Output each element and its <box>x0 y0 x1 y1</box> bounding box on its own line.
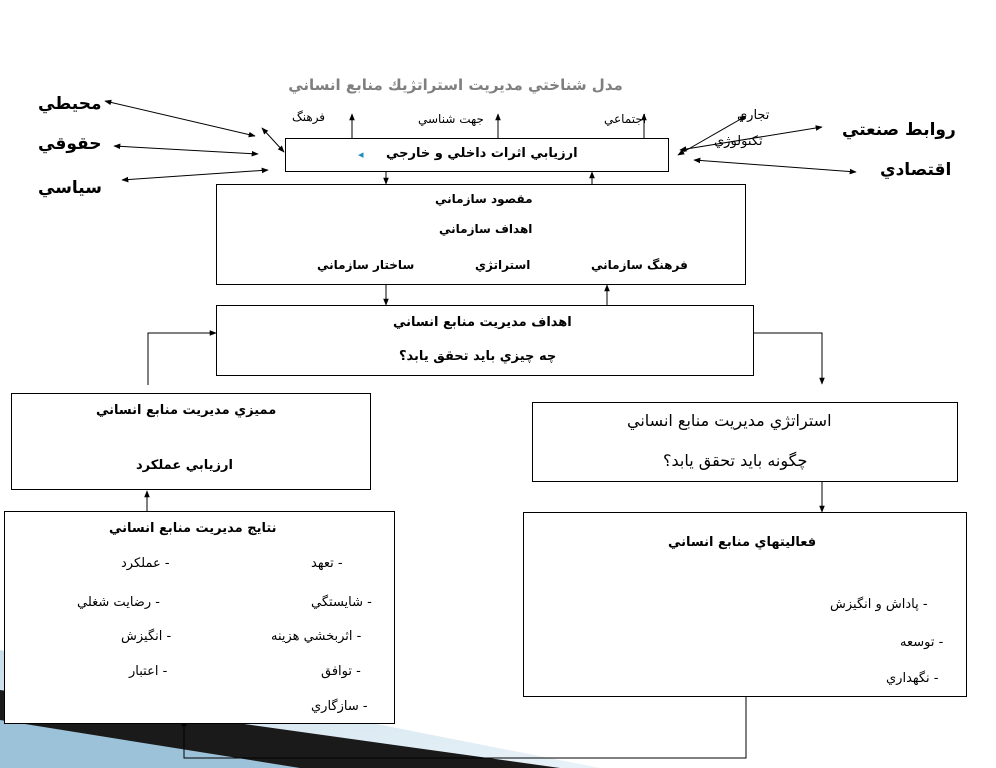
activity-retention: - نگهداري <box>886 671 939 686</box>
arrow-economic <box>694 160 856 172</box>
hr-activities-box <box>523 512 967 697</box>
hr-goals-title: اهداف مديريت منابع انساني <box>393 315 572 330</box>
hr-strategy-title: استراتژي مديريت منابع انساني <box>627 411 832 430</box>
outcome-commitment: - تعهد <box>311 556 343 571</box>
hr-strategy-box <box>532 402 958 482</box>
org-purpose: مقصود سازماني <box>435 192 533 206</box>
arrow-goals-to-strategy <box>754 333 822 384</box>
arrow-political <box>122 170 268 180</box>
factor-trade: تجاري <box>737 108 770 123</box>
factor-economic: اقتصادي <box>880 160 952 180</box>
org-structure: ساختار سازماني <box>317 258 415 272</box>
outcome-congruence: - توافق <box>321 664 361 679</box>
factor-technology: تكنولوژي <box>714 134 763 149</box>
org-strategy: استراتژي <box>475 258 531 272</box>
outcome-competence: - شايستگي <box>311 595 372 610</box>
hr-audit-subtitle: ارزيابي عملكرد <box>136 458 233 473</box>
factor-environmental: محيطي <box>38 94 102 114</box>
hr-outcomes-box <box>4 511 395 724</box>
diagram-title: مدل شناختي مديريت استراتژيك منابع انساني <box>288 76 623 94</box>
hr-goals-box <box>216 305 754 376</box>
outcome-performance: - عملكرد <box>121 556 170 571</box>
activity-development: - توسعه <box>900 635 944 650</box>
arrow-legal <box>114 146 258 154</box>
factor-social: اجتماعي <box>604 112 647 126</box>
factor-orientation: جهت شناسي <box>418 112 484 126</box>
hr-outcomes-title: نتايج مديريت منابع انساني <box>109 521 277 536</box>
assessment-box <box>285 138 669 172</box>
hr-audit-title: مميزي مديريت منابع انساني <box>96 403 277 418</box>
factor-culture: فرهنگ <box>292 110 326 124</box>
arrow-audit-to-goals <box>148 333 216 385</box>
activity-reward: - پاداش و انگيزش <box>830 597 928 612</box>
outcome-motivation: - انگيزش <box>121 629 172 644</box>
outcome-adaptability: - سازگاري <box>311 699 368 714</box>
outcome-credibility: - اعتبار <box>129 664 168 679</box>
arrow-environmental <box>105 101 255 136</box>
outcome-cost-effectiveness: - اثربخشي هزينه <box>271 629 362 644</box>
organization-box <box>216 184 746 285</box>
marker-icon: ◂ <box>358 148 364 161</box>
hr-strategy-question: چگونه بايد تحقق يابد؟ <box>663 451 808 470</box>
factor-legal: حقوقي <box>38 134 102 154</box>
hr-activities-title: فعاليتهاي منابع انساني <box>668 535 817 550</box>
factor-industrial-relations: روابط صنعتي <box>842 120 956 140</box>
org-culture: فرهنگ سازماني <box>591 258 688 272</box>
assessment-label: ارزيابي اثرات داخلي و خارجي <box>386 146 578 161</box>
arrow-left-into-box <box>262 128 284 152</box>
hr-goals-question: چه چيزي بايد تحقق يابد؟ <box>399 349 557 364</box>
org-goals: اهداف سازماني <box>439 222 533 236</box>
outcome-job-satisfaction: - رضايت شغلي <box>77 595 160 610</box>
factor-political: سياسي <box>38 178 102 198</box>
hr-audit-box <box>11 393 371 490</box>
